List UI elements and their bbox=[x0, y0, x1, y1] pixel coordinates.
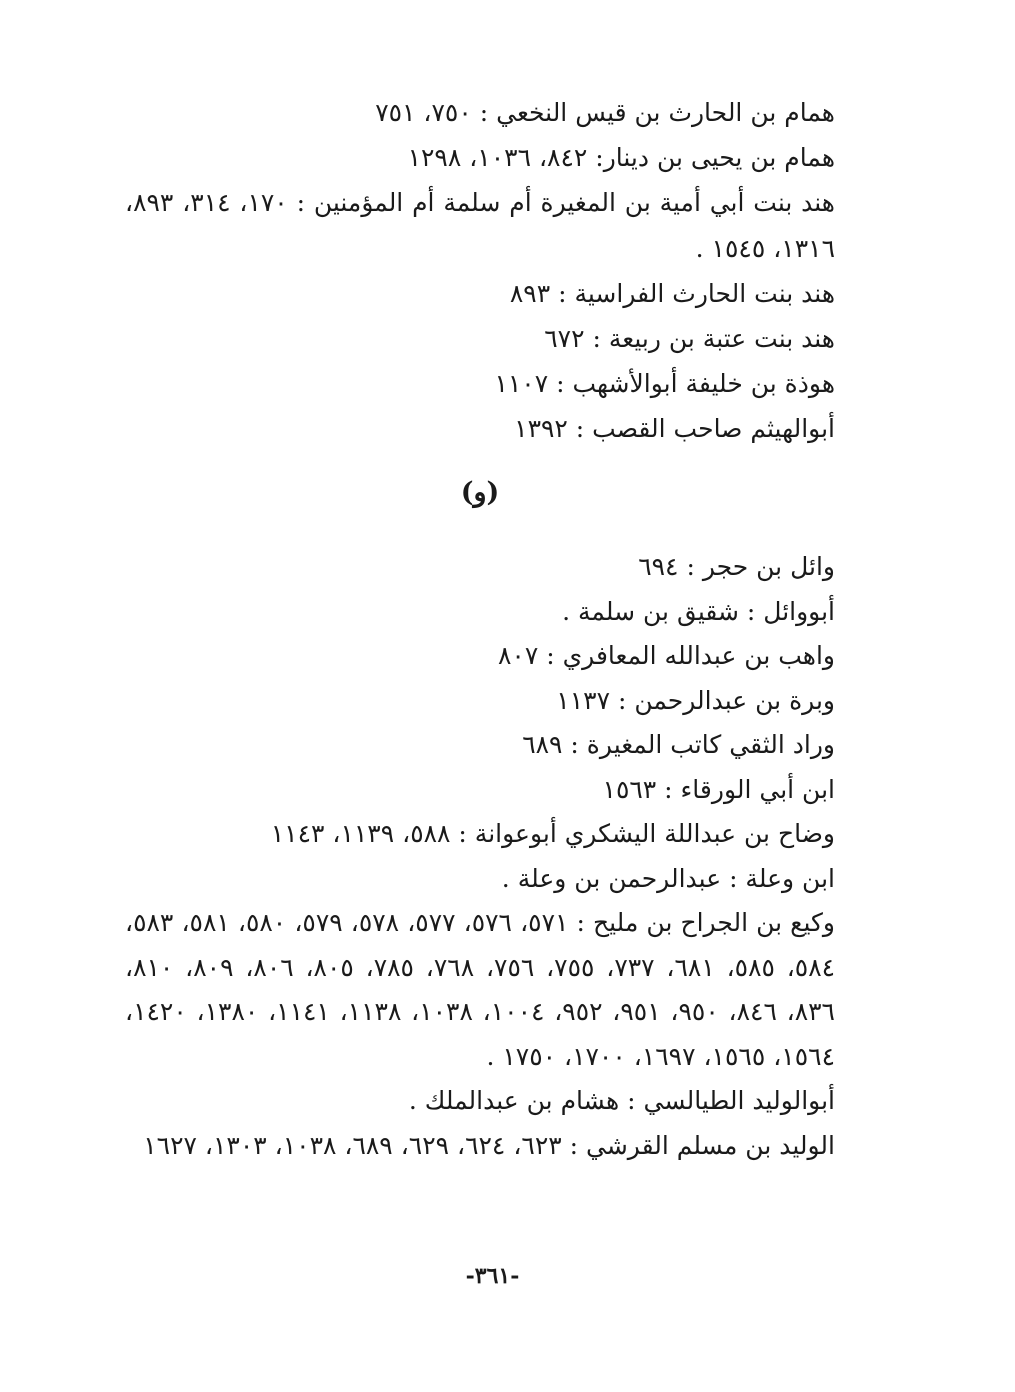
index-entry: أبوالهيثم صاحب القصب : ١٣٩٢ bbox=[514, 414, 835, 444]
index-entry: هند بنت أبي أمية بن المغيرة أم سلمة أم المؤمنين : ١٧٠، ٣١٤، ٨٩٣، ١٣١٦، ١٥٤٥ . bbox=[125, 188, 835, 263]
index-entries-bottom bbox=[125, 545, 835, 1168]
index-entry: هند بنت الحارث الفراسية : ٨٩٣ bbox=[509, 278, 835, 308]
page-number: -٣٦١- bbox=[465, 1263, 520, 1289]
index-entry: همام بن الحارث بن قيس النخعي : ٧٥٠، ٧٥١ bbox=[375, 98, 835, 127]
index-entry: وكيع بن الجراح بن مليح : ٥٧١، ٥٧٦، ٥٧٧، ٥٧٨، ٥٧٩، ٥٨٠، ٥٨١، ٥٨٣، ٥٨٤، ٥٨٥، ٦٨١، ٧٣٧، ٧٥٥، ٧٥٦، ٧٦٨، ٧٨٥، ٨٠٥، ٨٠٦، ٨٠٩، ٨١٠، ٨٣٦، ٨٤٦، ٩٥٠، ٩٥١، ٩٥٢، ١٠٠٤، ١٠٣٨، ١١٣٨، ١١٤١، ١٣٨٠، ١٤٢٠، ١٥٦٤، ١٥٦٥، ١٦٩٧، ١٧٠٠، ١٧٥٠ . bbox=[125, 908, 836, 1071]
index-entry: وبرة بن عبدالرحمن : ١١٣٧ bbox=[556, 685, 835, 715]
index-entry: وضاح بن عبداللة اليشكري أبوعوانة : ٥٨٨، ١١٣٩، ١١٤٣ bbox=[270, 819, 835, 848]
section-header-waw: (و) bbox=[460, 477, 500, 508]
index-entry: هند بنت عتبة بن ربيعة : ٦٧٢ bbox=[544, 324, 835, 354]
index-entry: أبووائل : شقيق بن سلمة . bbox=[562, 596, 835, 626]
index-entries-top bbox=[125, 90, 835, 452]
index-entry: ابن أبي الورقاء : ١٥٦٣ bbox=[602, 774, 835, 804]
index-entry: وائل بن حجر : ٦٩٤ bbox=[638, 552, 835, 581]
index-entry: الوليد بن مسلم القرشي : ٦٢٣، ٦٢٤، ٦٢٩، ٦٨٩، ١٠٣٨، ١٣٠٣، ١٦٢٧ bbox=[143, 1130, 835, 1160]
index-entry: ابن وعلة : عبدالرحمن بن وعلة . bbox=[501, 863, 835, 893]
index-entry: همام بن يحيى بن دينار: ٨٤٢، ١٠٣٦، ١٢٩٨ bbox=[407, 143, 835, 173]
index-entry: واهب بن عبدالله المعافري : ٨٠٧ bbox=[497, 641, 835, 670]
index-entry: أبوالوليد الطيالسي : هشام بن عبدالملك . bbox=[408, 1086, 835, 1115]
index-entry: وراد الثقي كاتب المغيرة : ٦٨٩ bbox=[522, 730, 835, 759]
index-entry: هوذة بن خليفة أبوالأشهب : ١١٠٧ bbox=[494, 369, 835, 399]
